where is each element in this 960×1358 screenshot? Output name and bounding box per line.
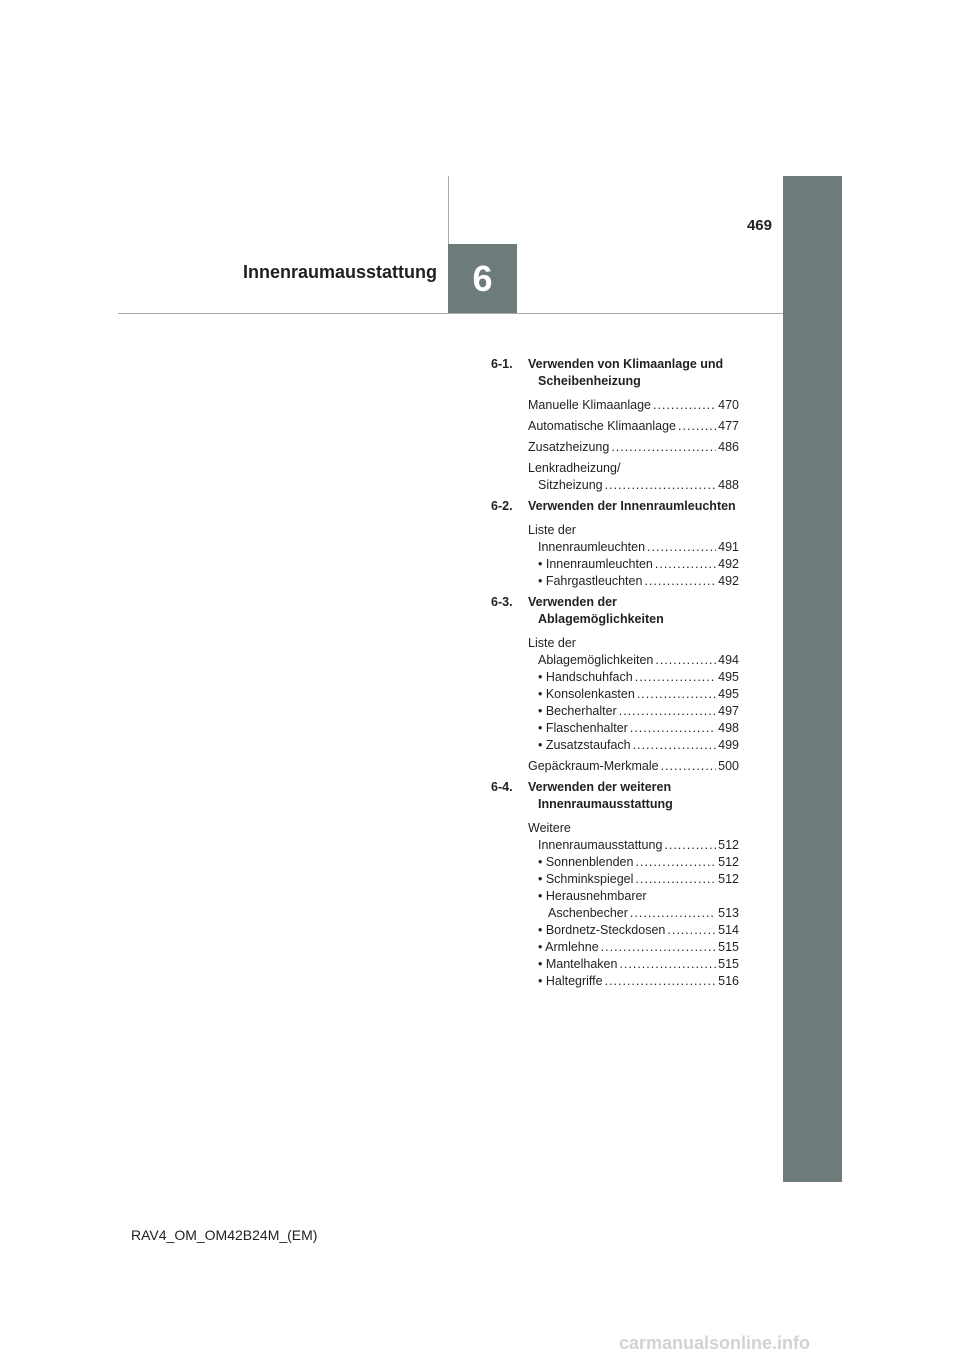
- toc-entry-text: Innenraumleuchten: [538, 540, 646, 554]
- toc-page-number: 512: [718, 872, 739, 886]
- toc-page-number: 498: [718, 721, 739, 735]
- leader-dots: [630, 905, 716, 922]
- toc-page-number: 515: [718, 957, 739, 971]
- toc-entry[interactable]: [528, 820, 739, 990]
- toc-page-number: 486: [718, 440, 739, 454]
- toc-entry-text: • Konsolenkasten: [538, 687, 635, 701]
- footer-document-code: RAV4_OM_OM42B24M_(EM): [131, 1227, 318, 1243]
- toc-page-number: 495: [718, 670, 739, 684]
- toc-entry-text: • Sonnenblenden: [538, 855, 634, 869]
- toc-sub-entry[interactable]: [528, 956, 739, 973]
- toc-page-number: 499: [718, 738, 739, 752]
- footer-watermark[interactable]: carmanualsonline.info: [619, 1333, 811, 1353]
- toc-entry[interactable]: [528, 635, 739, 754]
- page-number: 469: [746, 217, 772, 234]
- toc-page-number: 492: [718, 557, 739, 571]
- toc-entry-text: Weitere: [528, 821, 571, 835]
- leader-dots: [644, 573, 716, 590]
- leader-dots: [661, 758, 717, 775]
- header-horizontal-rule: [118, 313, 783, 314]
- toc-entry[interactable]: [528, 418, 739, 435]
- toc-page-number: 514: [718, 923, 739, 937]
- toc-section-title[interactable]: Verwenden der Innenraumleuchten: [528, 499, 736, 513]
- toc-section-title[interactable]: Verwenden der Ablagemöglichkeiten: [528, 595, 664, 626]
- toc-entry-text: • Zusatzstaufach: [538, 738, 631, 752]
- leader-dots: [653, 397, 716, 414]
- toc-sub-entry[interactable]: [528, 720, 739, 737]
- table-of-contents: [491, 356, 739, 994]
- toc-section: [491, 779, 739, 990]
- toc-page-number: 492: [718, 574, 739, 588]
- leader-dots: [619, 703, 716, 720]
- toc-entry-text: Innenraumausstattung: [538, 838, 663, 852]
- toc-entry-text: Ablagemöglichkeiten: [538, 653, 654, 667]
- leader-dots: [655, 556, 716, 573]
- toc-entry-text: Zusatzheizung: [528, 440, 610, 454]
- toc-section-number: 6-4.: [491, 780, 513, 794]
- toc-section: [491, 594, 739, 775]
- leader-dots: [678, 418, 716, 435]
- header-vertical-rule: [448, 176, 449, 244]
- toc-entry-text: • Innenraumleuchten: [538, 557, 653, 571]
- chapter-number-box: [448, 244, 517, 313]
- toc-sub-entry[interactable]: [528, 737, 739, 754]
- toc-entry[interactable]: [528, 758, 739, 775]
- toc-page-number: 513: [718, 906, 739, 920]
- toc-entry-text: Automatische Klimaanlage: [528, 419, 676, 433]
- toc-page-number: 497: [718, 704, 739, 718]
- toc-sub-entry[interactable]: [528, 973, 739, 990]
- toc-sub-entry[interactable]: [528, 556, 739, 573]
- toc-entry-text: • Schminkspiegel: [538, 872, 634, 886]
- toc-entry-text: Liste der: [528, 523, 576, 537]
- toc-entry-text: Gepäckraum-Merkmale: [528, 759, 659, 773]
- leader-dots: [647, 539, 716, 556]
- toc-page-number: 477: [718, 419, 739, 433]
- leader-dots: [635, 669, 716, 686]
- toc-section: [491, 356, 739, 494]
- toc-entry-text: • Handschuhfach: [538, 670, 633, 684]
- leader-dots: [635, 854, 716, 871]
- toc-entry-text: • Armlehne: [538, 940, 599, 954]
- chapter-side-tab: [783, 176, 842, 1182]
- toc-section-title[interactable]: Verwenden der weiteren Innenraumausstattung: [528, 780, 673, 811]
- toc-section-number: 6-1.: [491, 357, 513, 371]
- toc-sub-entry[interactable]: [528, 573, 739, 590]
- toc-section: [491, 498, 739, 590]
- toc-section-number: 6-2.: [491, 499, 513, 513]
- toc-sub-entry[interactable]: [528, 703, 739, 720]
- toc-entry-text: • Becherhalter: [538, 704, 617, 718]
- toc-entry-text: • Flaschenhalter: [538, 721, 628, 735]
- toc-sub-entry[interactable]: [528, 871, 739, 888]
- leader-dots: [637, 686, 716, 703]
- toc-section-number: 6-3.: [491, 595, 513, 609]
- toc-page-number: 488: [718, 478, 739, 492]
- toc-entry[interactable]: [528, 522, 739, 590]
- toc-page-number: 512: [718, 838, 739, 852]
- toc-page-number: 500: [718, 759, 739, 773]
- toc-entry-text: Liste der: [528, 636, 576, 650]
- toc-sub-entry[interactable]: [528, 888, 739, 922]
- leader-dots: [633, 737, 717, 754]
- leader-dots: [605, 973, 717, 990]
- leader-dots: [664, 837, 716, 854]
- leader-dots: [630, 720, 716, 737]
- toc-sub-entry[interactable]: [528, 939, 739, 956]
- toc-section-title[interactable]: Verwenden von Klimaanlage und Scheibenheizung: [528, 357, 724, 388]
- toc-entry-text: • Mantelhaken: [538, 957, 618, 971]
- toc-entry[interactable]: [528, 439, 739, 456]
- toc-page-number: 495: [718, 687, 739, 701]
- chapter-title: Innenraumausstattung: [242, 262, 437, 282]
- chapter-number: 6: [472, 257, 493, 299]
- toc-entry[interactable]: [528, 397, 739, 414]
- leader-dots: [605, 477, 717, 494]
- leader-dots: [619, 956, 716, 973]
- toc-page-number: 516: [718, 974, 739, 988]
- leader-dots: [667, 922, 716, 939]
- toc-entry-text: • Haltegriffe: [538, 974, 603, 988]
- toc-entry-text: Aschenbecher: [548, 906, 628, 920]
- toc-entry-text: Sitzheizung: [538, 478, 603, 492]
- toc-entry-text: Lenkradheizung/: [528, 461, 621, 475]
- toc-entry[interactable]: [528, 460, 739, 494]
- toc-page-number: 494: [718, 653, 739, 667]
- toc-entry-text: • Herausnehmbarer: [538, 889, 647, 903]
- toc-page-number: 470: [718, 398, 739, 412]
- toc-page-number: 515: [718, 940, 739, 954]
- leader-dots: [635, 871, 716, 888]
- leader-dots: [655, 652, 716, 669]
- leader-dots: [611, 439, 716, 456]
- toc-sub-entry[interactable]: [528, 686, 739, 703]
- toc-entry-text: • Bordnetz-Steckdosen: [538, 923, 666, 937]
- toc-entry-text: • Fahrgastleuchten: [538, 574, 643, 588]
- toc-entry-text: Manuelle Klimaanlage: [528, 398, 651, 412]
- toc-sub-entry[interactable]: [528, 854, 739, 871]
- toc-page-number: 491: [718, 540, 739, 554]
- toc-sub-entry[interactable]: [528, 669, 739, 686]
- toc-sub-entry[interactable]: [528, 922, 739, 939]
- toc-page-number: 512: [718, 855, 739, 869]
- leader-dots: [601, 939, 716, 956]
